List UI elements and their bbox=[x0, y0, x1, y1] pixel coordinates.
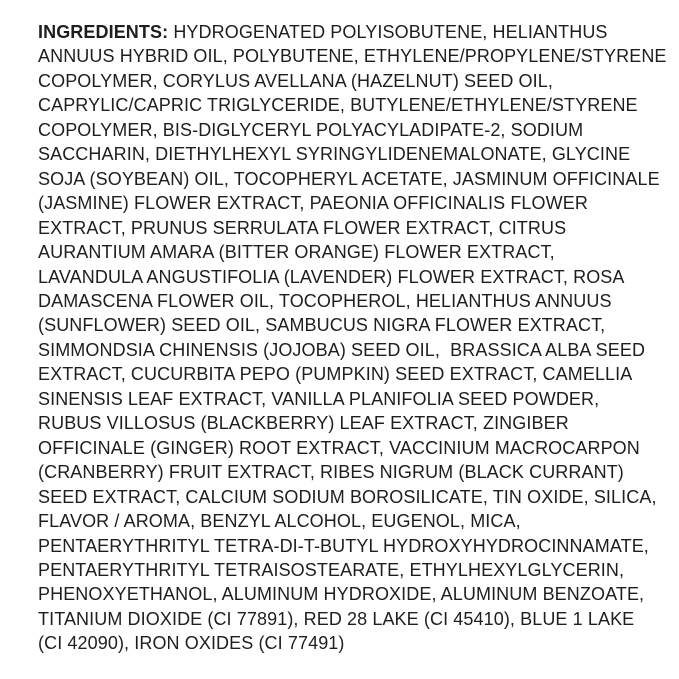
ingredients-line: DAMASCENA FLOWER OIL, TOCOPHEROL, HELIANTHUS ANNUUS bbox=[38, 290, 612, 311]
ingredients-label: INGREDIENTS: bbox=[38, 22, 169, 42]
ingredients-line: FLAVOR / AROMA, BENZYL ALCOHOL, EUGENOL, MICA, bbox=[38, 511, 521, 532]
ingredients-line: TITANIUM DIOXIDE (CI 77891), RED 28 LAKE (CI 45410), BLUE 1 LAKE bbox=[38, 608, 635, 629]
ingredients-line: EXTRACT, CUCURBITA PEPO (PUMPKIN) SEED EXTRACT, CAMELLIA bbox=[38, 364, 633, 385]
ingredients-line: PENTAERYTHRITYL TETRAISOSTEARATE, ETHYLHEXYLGLYCERIN, bbox=[38, 559, 625, 580]
ingredients-line: PHENOXYETHANOL, ALUMINUM HYDROXIDE, ALUMINUM BENZOATE, bbox=[38, 584, 645, 605]
ingredients-line-text: HYDROGENATED POLYISOBUTENE, HELIANTHUS bbox=[168, 22, 608, 42]
ingredients-line: EXTRACT, PRUNUS SERRULATA FLOWER EXTRACT, CITRUS bbox=[38, 217, 567, 238]
ingredients-line: (JASMINE) FLOWER EXTRACT, PAEONIA OFFICINALIS FLOWER bbox=[38, 193, 588, 214]
ingredients-line: OFFICINALE (GINGER) ROOT EXTRACT, VACCINIUM MACROCARPON bbox=[38, 437, 640, 458]
ingredients-line: COPOLYMER, CORYLUS AVELLANA (HAZELNUT) SEED OIL, bbox=[38, 70, 553, 91]
ingredients-line: SINENSIS LEAF EXTRACT, VANILLA PLANIFOLIA SEED POWDER, bbox=[38, 388, 600, 409]
ingredients-line: (SUNFLOWER) SEED OIL, SAMBUCUS NIGRA FLOWER EXTRACT, bbox=[38, 315, 606, 336]
ingredients-panel bbox=[38, 20, 667, 656]
ingredients-line: (CRANBERRY) FRUIT EXTRACT, RIBES NIGRUM (BLACK CURRANT) bbox=[38, 462, 624, 483]
ingredients-line: SEED EXTRACT, CALCIUM SODIUM BOROSILICATE, TIN OXIDE, SILICA, bbox=[38, 486, 657, 507]
ingredients-line bbox=[38, 20, 658, 44]
ingredients-line: ANNUUS HYBRID OIL, POLYBUTENE, ETHYLENE/PROPYLENE/STYRENE bbox=[38, 46, 667, 67]
ingredients-line: SACCHARIN, DIETHYLHEXYL SYRINGYLIDENEMALONATE, GLYCINE bbox=[38, 144, 631, 165]
ingredients-line: COPOLYMER, BIS-DIGLYCERYL POLYACYLADIPATE-2, SODIUM bbox=[38, 119, 584, 140]
ingredients-line: (CI 42090), IRON OXIDES (CI 77491) bbox=[38, 633, 345, 654]
ingredients-line: SIMMONDSIA CHINENSIS (JOJOBA) SEED OIL, BRASSICA ALBA SEED bbox=[38, 339, 646, 360]
ingredients-line: AURANTIUM AMARA (BITTER ORANGE) FLOWER EXTRACT, bbox=[38, 242, 555, 263]
ingredients-line: LAVANDULA ANGUSTIFOLIA (LAVENDER) FLOWER EXTRACT, ROSA bbox=[38, 266, 625, 287]
ingredients-line: SOJA (SOYBEAN) OIL, TOCOPHERYL ACETATE, JASMINUM OFFICINALE bbox=[38, 168, 660, 189]
ingredients-line: PENTAERYTHRITYL TETRA-DI-T-BUTYL HYDROXYHYDROCINNAMATE, bbox=[38, 535, 649, 556]
ingredients-line: RUBUS VILLOSUS (BLACKBERRY) LEAF EXTRACT, ZINGIBER bbox=[38, 413, 569, 434]
ingredients-line: CAPRYLIC/CAPRIC TRIGLYCERIDE, BUTYLENE/ETHYLENE/STYRENE bbox=[38, 95, 638, 116]
